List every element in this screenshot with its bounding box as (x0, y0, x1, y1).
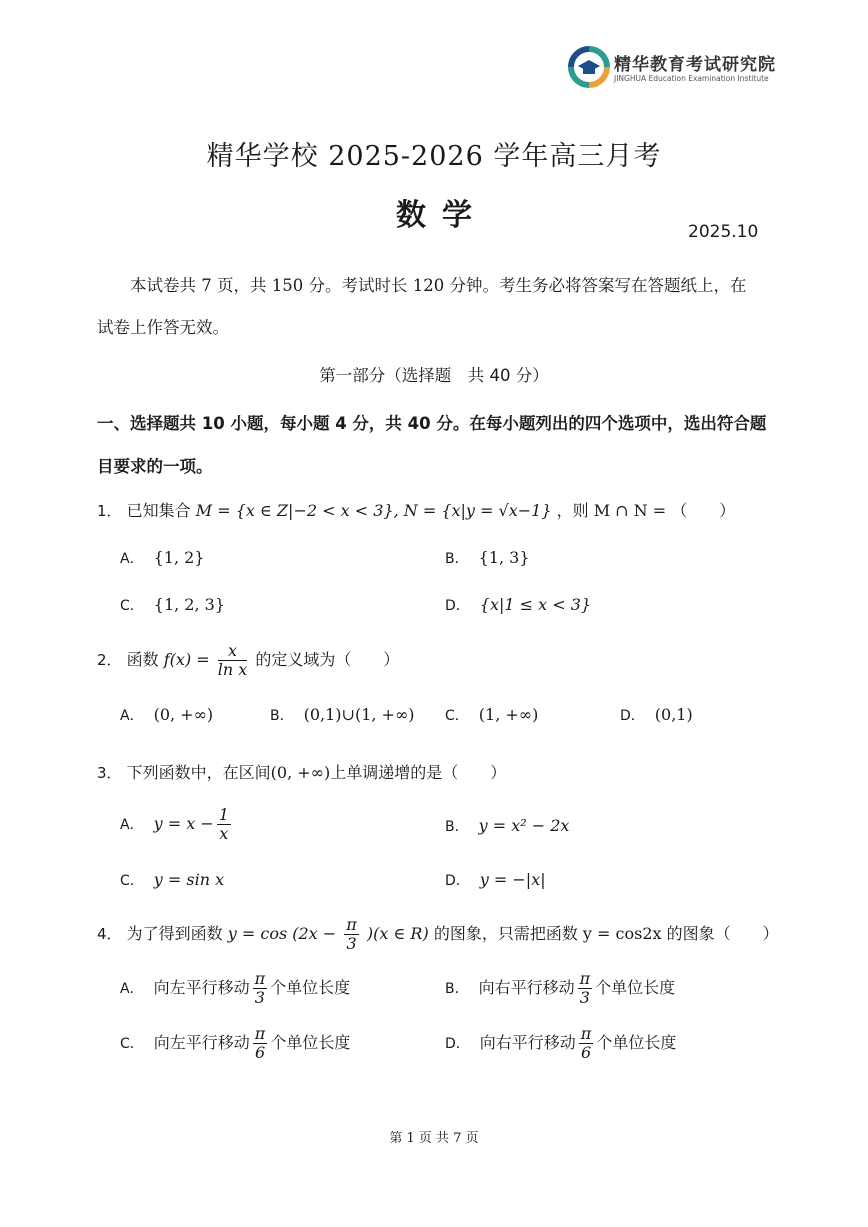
intro-line-1: 本试卷共 7 页，共 150 分。考试时长 120 分钟。考生务必将答案写在答题纸上，在 (130, 276, 747, 295)
option-1b (445, 548, 530, 568)
question-number: 3． (97, 764, 122, 782)
option-1c (120, 595, 225, 615)
option-text: (0,1)∪(1, +∞) (303, 705, 415, 724)
option-3b (445, 816, 569, 836)
question-3 (97, 760, 506, 783)
question-prefix: 函数 (126, 650, 159, 669)
option-label: A． (120, 551, 144, 567)
option-label: A． (120, 817, 144, 833)
fraction-numerator: π (580, 1024, 592, 1043)
fraction-numerator: π (254, 969, 266, 988)
option-text-pre: 向左平行移动 (153, 1033, 250, 1052)
org-name-cn: 精华教育考试研究院 (614, 55, 776, 75)
option-label: D． (445, 1036, 470, 1052)
exam-date: 2025.10 (688, 222, 759, 242)
option-text: {1, 2} (153, 548, 205, 567)
fraction (217, 806, 231, 843)
option-4d (445, 1025, 676, 1062)
option-text-post: 个单位长度 (270, 1033, 351, 1052)
part-heading: 第一部分（选择题 共 40 分） (319, 366, 549, 385)
question-math: f(x) = (163, 650, 210, 669)
fraction-denominator: 3 (346, 934, 357, 953)
option-text: y = x − (153, 814, 214, 833)
option-label: C． (120, 598, 144, 614)
fraction-denominator: 3 (254, 988, 265, 1007)
option-label: C． (120, 1036, 144, 1052)
option-text: y = sin x (153, 870, 225, 889)
option-3c (120, 870, 224, 890)
option-text-pre: 向右平行移动 (479, 1033, 576, 1052)
fraction (218, 642, 248, 679)
option-text-post: 个单位长度 (270, 978, 351, 997)
fraction (253, 1025, 268, 1062)
question-number: 4． (97, 925, 122, 943)
option-text: (0,1) (654, 705, 693, 724)
question-1 (97, 498, 735, 521)
option-text-pre: 向右平行移动 (478, 978, 575, 997)
fraction-denominator: x (219, 824, 229, 843)
option-text: (1, +∞) (478, 705, 539, 724)
question-math-lhs: y = cos (2x − (227, 924, 337, 943)
logo-emblem-icon (568, 46, 610, 88)
option-label: C． (445, 708, 469, 724)
question-4 (97, 916, 779, 953)
fraction-numerator: 1 (218, 805, 229, 824)
option-label: B． (445, 551, 469, 567)
option-label: D． (620, 708, 645, 724)
option-2d (620, 705, 693, 725)
option-text: y = −|x| (479, 870, 546, 889)
option-text: {1, 2, 3} (153, 595, 226, 614)
option-2c (445, 705, 538, 725)
option-text: y = x² − 2x (478, 816, 570, 835)
option-label: B． (445, 981, 469, 997)
fraction-numerator: x (218, 642, 248, 661)
question-prefix: 为了得到函数 (126, 924, 223, 943)
option-4a (120, 970, 350, 1007)
option-label: A． (120, 981, 144, 997)
intro-line-2: 试卷上作答无效。 (97, 318, 229, 337)
option-text-pre: 向左平行移动 (153, 978, 250, 997)
question-prefix: 已知集合 (126, 501, 191, 520)
fraction-numerator: π (254, 1024, 266, 1043)
fraction-denominator: 6 (580, 1043, 592, 1062)
instruction-line-1: 一、选择题共 10 小题，每小题 4 分，共 40 分。在每小题列出的四个选项中，选出符合题 (97, 414, 767, 433)
exam-subject: 数学 (396, 198, 488, 233)
page-footer: 第 1 页 共 7 页 (389, 1131, 479, 1146)
question-number: 1． (97, 502, 122, 520)
option-text: {1, 3} (478, 548, 530, 567)
fraction-numerator: π (346, 915, 357, 934)
option-label: D． (445, 598, 470, 614)
option-4c (120, 1025, 350, 1062)
option-text-post: 个单位长度 (595, 978, 676, 997)
option-label: B． (270, 708, 294, 724)
fraction-denominator: 6 (254, 1043, 266, 1062)
fraction (579, 1025, 594, 1062)
question-number: 2． (97, 651, 122, 669)
option-text: (0, +∞) (153, 705, 214, 724)
org-logo (568, 46, 610, 88)
option-label: D． (445, 873, 470, 889)
option-label: A． (120, 708, 144, 724)
exam-title: 精华学校 2025-2026 学年高三月考 (206, 141, 662, 172)
org-name-en: JINGHUA Education Examination Institute (614, 74, 769, 83)
fraction (578, 970, 593, 1007)
question-suffix: ，则 M ∩ N = （ ） (556, 501, 736, 520)
option-label: C． (120, 873, 144, 889)
question-math-rhs: )(x ∈ R) (366, 924, 429, 943)
question-stem: 下列函数中，在区间(0, +∞)上单调递增的是（ ） (126, 763, 507, 782)
question-2 (97, 642, 399, 679)
fraction-denominator: ln x (217, 660, 248, 679)
option-2b (270, 705, 415, 725)
question-suffix: 的定义域为（ ） (255, 650, 400, 669)
fraction (253, 970, 268, 1007)
question-math: M = {x ∈ Z|−2 < x < 3}, N = {x|y = √x−1} (195, 501, 552, 520)
option-2a (120, 705, 213, 725)
fraction-denominator: 3 (579, 988, 590, 1007)
fraction (344, 916, 359, 953)
fraction-numerator: π (579, 969, 591, 988)
instruction-line-2: 目要求的一项。 (97, 457, 213, 476)
option-1a (120, 548, 204, 568)
option-3a (120, 806, 234, 843)
option-text-post: 个单位长度 (596, 1033, 677, 1052)
option-3d (445, 870, 546, 890)
option-1d (445, 595, 591, 615)
option-4b (445, 970, 675, 1007)
option-label: B． (445, 819, 469, 835)
option-text: {x|1 ≤ x < 3} (479, 595, 592, 614)
question-suffix: 的图象，只需把函数 y = cos2x 的图象（ ） (433, 924, 779, 943)
